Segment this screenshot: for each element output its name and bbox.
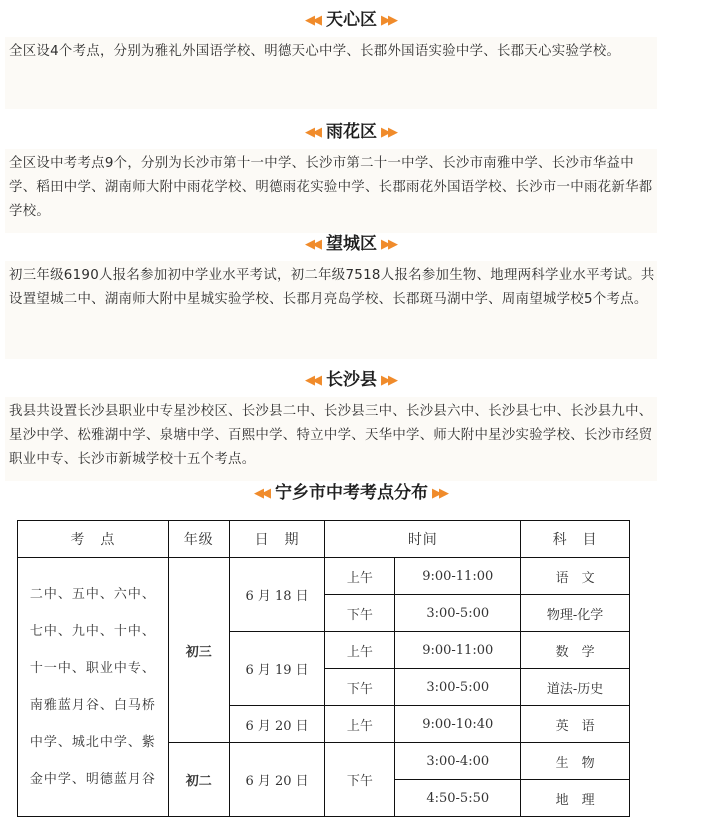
double-chevron-right-icon: ▶▶: [381, 237, 395, 252]
header-subject: 科 目: [521, 521, 630, 558]
section-title: 雨花区: [326, 122, 377, 142]
section-title: 望城区: [326, 234, 377, 254]
table-header-row: [18, 521, 630, 558]
double-chevron-left-icon: ◀◀: [254, 486, 268, 501]
section-body-tianxin: 全区设4个考点，分别为雅礼外国语学校、明德天心中学、长郡外国语实验中学、长郡天心实验学校。: [5, 37, 657, 109]
time-cell: 9:00-10:40: [395, 706, 521, 743]
time-cell: 3:00-5:00: [395, 669, 521, 706]
grade-cell: 初三: [168, 558, 229, 743]
header-grade: 年级: [168, 521, 229, 558]
section-heading-yuhua: [0, 120, 703, 144]
date-cell: 6 月 18 日: [229, 558, 325, 632]
table-row: [18, 558, 630, 595]
section-body-changshaxian: 我县共设置长沙县职业中专星沙校区、长沙县二中、长沙县三中、长沙县六中、长沙县七中、长沙县九中、星沙中学、松雅湖中学、泉塘中学、百熙中学、特立中学、天华中学、师大附中星沙实验学校、长沙市经贸职业中专、长沙市新城学校十五个考点。: [5, 397, 657, 481]
double-chevron-left-icon: ◀◀: [305, 125, 319, 140]
date-cell: 6 月 20 日: [229, 706, 325, 743]
period-cell: 下午: [325, 669, 395, 706]
subject-cell: 地 理: [521, 780, 630, 817]
section-heading-wangcheng: [0, 232, 703, 256]
time-cell: 3:00-4:00: [395, 743, 521, 780]
date-cell: 6 月 19 日: [229, 632, 325, 706]
time-cell: 4:50-5:50: [395, 780, 521, 817]
grade-cell: 初二: [168, 743, 229, 817]
double-chevron-left-icon: ◀◀: [305, 13, 319, 28]
period-cell: 上午: [325, 706, 395, 743]
period-cell: 下午: [325, 595, 395, 632]
double-chevron-left-icon: ◀◀: [305, 373, 319, 388]
subject-cell: 道法-历史: [521, 669, 630, 706]
subject-cell: 英 语: [521, 706, 630, 743]
section-title: 宁乡市中考考点分布: [275, 483, 428, 503]
subject-cell: 语 文: [521, 558, 630, 595]
exam-schedule-table: [17, 520, 630, 817]
period-cell: 上午: [325, 632, 395, 669]
double-chevron-left-icon: ◀◀: [305, 237, 319, 252]
section-heading-tianxin: [0, 8, 703, 32]
double-chevron-right-icon: ▶▶: [381, 373, 395, 388]
section-title: 长沙县: [326, 370, 377, 390]
venue-list-cell: 二中、五中、六中、七中、九中、十中、十一中、职业中专、南雅蓝月谷、白马桥中学、城北中学、紫金中学、明德蓝月谷: [18, 558, 169, 817]
subject-cell: 生 物: [521, 743, 630, 780]
section-heading-ningxiang: [0, 481, 703, 505]
double-chevron-right-icon: ▶▶: [381, 125, 395, 140]
time-cell: 9:00-11:00: [395, 632, 521, 669]
header-time: 时间: [325, 521, 521, 558]
period-cell: 下午: [325, 743, 395, 817]
subject-cell: 物理-化学: [521, 595, 630, 632]
double-chevron-right-icon: ▶▶: [381, 13, 395, 28]
section-title: 天心区: [326, 10, 377, 30]
time-cell: 9:00-11:00: [395, 558, 521, 595]
date-cell: 6 月 20 日: [229, 743, 325, 817]
subject-cell: 数 学: [521, 632, 630, 669]
header-date: 日 期: [229, 521, 325, 558]
period-cell: 上午: [325, 558, 395, 595]
header-venue: 考 点: [18, 521, 169, 558]
section-body-wangcheng: 初三年级6190人报名参加初中学业水平考试，初二年级7518人报名参加生物、地理两科学业水平考试。共设置望城二中、湖南师大附中星城实验学校、长郡月亮岛学校、长郡斑马湖中学、周南望城学校5个考点。: [5, 261, 657, 359]
section-body-yuhua: 全区设中考考点9个，分别为长沙市第十一中学、长沙市第二十一中学、长沙市南雅中学、长沙市华益中学、稻田中学、湖南师大附中雨花学校、明德雨花实验中学、长郡雨花外国语学校、长沙市一中雨花新华都学校。: [5, 149, 657, 233]
double-chevron-right-icon: ▶▶: [432, 486, 446, 501]
section-heading-changshaxian: [0, 368, 703, 392]
time-cell: 3:00-5:00: [395, 595, 521, 632]
